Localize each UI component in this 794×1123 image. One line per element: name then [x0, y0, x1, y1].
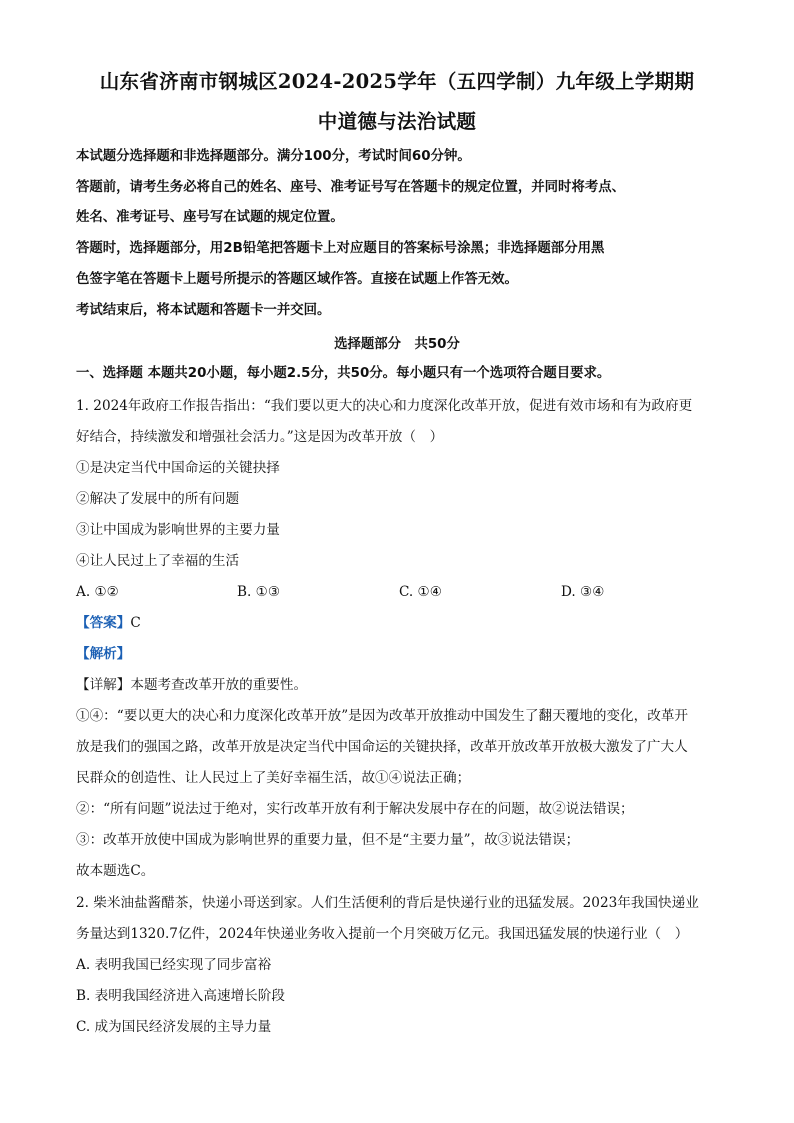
detail-tag: 【详解】	[76, 677, 131, 693]
instruction-line: 姓名、准考证号、座号写在试题的规定位置。	[76, 210, 344, 225]
answer-value: C	[130, 615, 141, 631]
explanation-line: ①④：“要以更大的决心和力度深化改革开放”是因为改革开放推动中国发生了翻天覆地的变化，改革开	[76, 708, 689, 724]
explanation-line: ②：“所有问题”说法过于绝对，实行改革开放有利于解决发展中存在的问题，故②说法错误；	[76, 801, 634, 817]
option-b: B. 表明我国经济进入高速增长阶段	[76, 988, 285, 1004]
instruction-line: 本试题分选择题和非选择题部分。满分100分，考试时间60分钟。	[76, 149, 471, 164]
answer-line	[76, 613, 726, 633]
statement-item: ③让中国成为影响世界的主要力量	[76, 522, 280, 538]
instruction-line: 答题前，请考生务必将自己的姓名、座号、准考证号写在答题卡的规定位置，并同时将考点、	[76, 180, 626, 195]
explanation-line: 民群众的创造性、让人民过上了美好幸福生活，故①④说法正确；	[76, 770, 471, 786]
option-c: C. 成为国民经济发展的主导力量	[76, 1019, 272, 1035]
instruction-line: 色签字笔在答题卡上题号所提示的答题区域作答。直接在试题上作答无效。	[76, 272, 518, 287]
option-c: C. ①④	[399, 584, 442, 600]
explanation-line: 放是我们的强国之路，改革开放是决定当代中国命运的关键抉择，改革开放改革开放极大激发了广大人	[76, 739, 688, 755]
option-a: A. 表明我国已经实现了同步富裕	[76, 957, 272, 973]
statement-item: ④让人民过上了幸福的生活	[76, 553, 240, 569]
option-d: D. ③④	[561, 584, 605, 600]
statement-item: ②解决了发展中的所有问题	[76, 491, 240, 507]
section-title: 选择题部分 共50分	[334, 337, 460, 352]
option-a: A. ①②	[76, 584, 119, 600]
answer-tag: 【答案】	[76, 615, 131, 631]
question-stem: 1. 2024年政府工作报告指出：“我们要以更大的决心和力度深化改革开放，促进有效市场和有为政府更	[76, 398, 693, 414]
statement-item: ①是决定当代中国命运的关键抉择	[76, 460, 280, 476]
page-title: 山东省济南市钢城区2024-2025学年（五四学制）九年级上学期期	[99, 70, 695, 93]
question-stem: 务量达到1320.7亿件，2024年快递业务收入提前一个月突破万亿元。我国迅猛发展的快递行业（ ）	[76, 926, 689, 942]
part-heading: 一、选择题 本题共20小题，每小题2.5分，共50分。每小题只有一个选项符合题目要求。	[76, 366, 611, 381]
instruction-line: 答题时，选择题部分，用2B铅笔把答题卡上对应题目的答案标号涂黑；非选择题部分用黑	[76, 241, 605, 256]
question-stem: 2. 柴米油盐酱醋茶，快递小哥送到家。人们生活便利的背后是快递行业的迅猛发展。2023年我国快递业	[76, 895, 699, 911]
detail-line	[76, 675, 726, 695]
instruction-line: 考试结束后，将本试题和答题卡一并交回。	[76, 303, 331, 318]
detail-text: 本题考查改革开放的重要性。	[130, 677, 308, 693]
question-stem: 好结合，持续激发和增强社会活力。”这是因为改革开放（ ）	[76, 429, 444, 445]
analysis-line	[76, 644, 726, 664]
explanation-line: ③：改革开放使中国成为影响世界的重要力量，但不是“主要力量”，故③说法错误；	[76, 832, 580, 848]
page-subtitle: 中道德与法治试题	[317, 110, 477, 133]
analysis-tag: 【解析】	[76, 646, 131, 662]
option-b: B. ①③	[237, 584, 281, 600]
explanation-line: 故本题选C。	[76, 863, 155, 879]
